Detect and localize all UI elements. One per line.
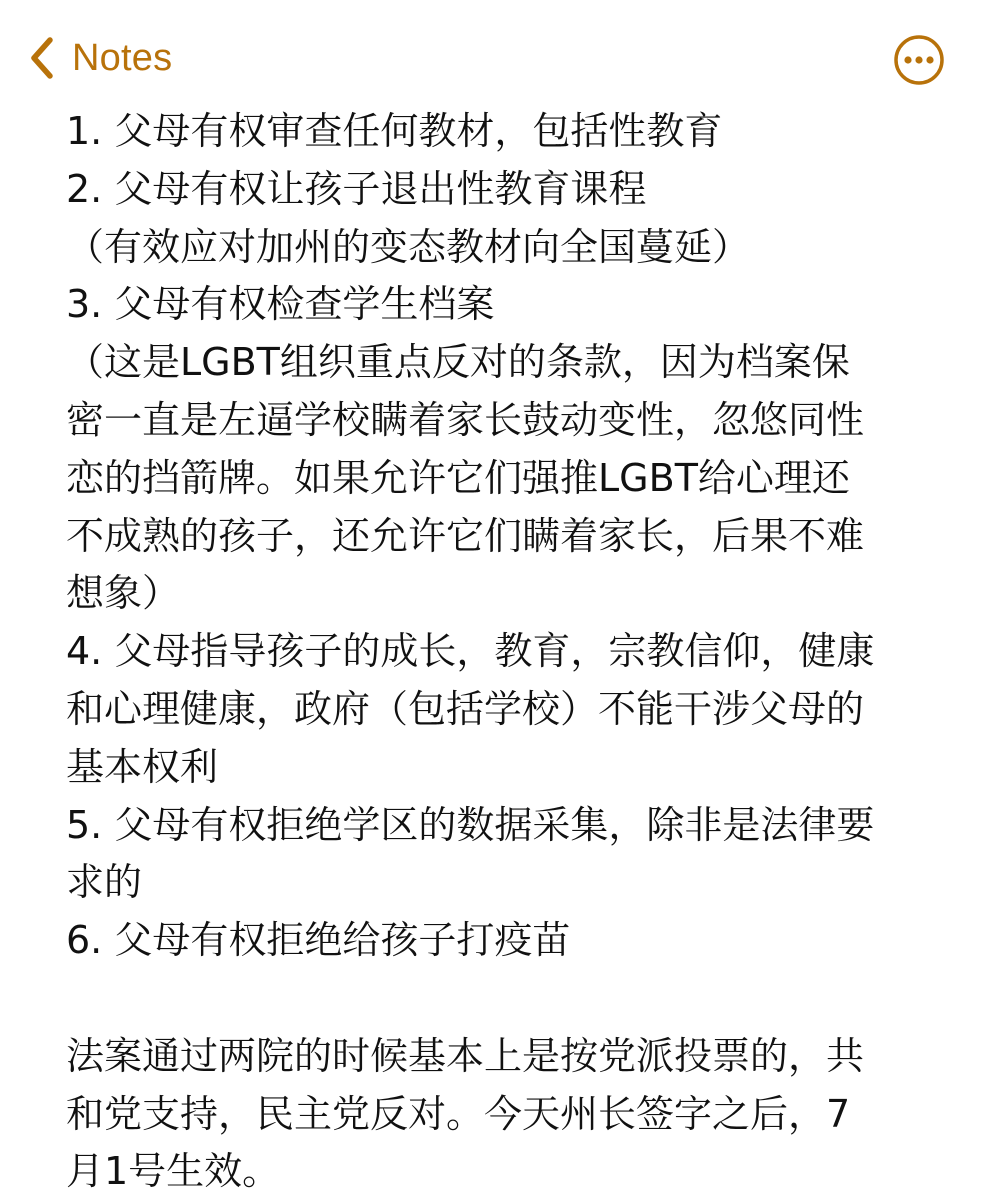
note-line: 密一直是左逼学校瞒着家长鼓动变性，忽悠同性 xyxy=(66,397,865,442)
note-line: （这是LGBT组织重点反对的条款，因为档案保 xyxy=(66,340,850,385)
note-body[interactable] xyxy=(66,103,936,1201)
note-line: 6. 父母有权拒绝给孩子打疫苗 xyxy=(66,918,571,963)
ellipsis-circle-icon xyxy=(893,34,945,86)
note-line: 2. 父母有权让孩子退出性教育课程 xyxy=(66,166,647,211)
note-line: （有效应对加州的变态教材向全国蔓延） xyxy=(66,224,751,269)
note-line: 和党支持，民主党反对。今天州长签字之后，7 xyxy=(66,1091,851,1136)
note-line: 5. 父母有权拒绝学区的数据采集，除非是法律要 xyxy=(66,802,875,847)
note-line: 4. 父母指导孩子的成长，教育，宗教信仰，健康 xyxy=(66,629,875,674)
back-button[interactable] xyxy=(26,32,172,84)
note-line: 1. 父母有权审查任何教材，包括性教育 xyxy=(66,109,723,153)
back-label: Notes xyxy=(72,37,173,79)
note-line: 恋的挡箭牌。如果允许它们强推LGBT给心理还 xyxy=(66,455,850,500)
more-options-button[interactable] xyxy=(893,34,945,86)
note-line: 求的 xyxy=(66,860,143,905)
chevron-left-icon xyxy=(26,34,58,82)
note-line: 和心理健康，政府（包括学校）不能干涉父母的 xyxy=(66,686,865,731)
note-line: 月1号生效。 xyxy=(66,1149,281,1194)
note-line: 法案通过两院的时候基本上是按党派投票的，共 xyxy=(66,1033,865,1078)
blank-line xyxy=(66,970,936,1028)
note-line: 3. 父母有权检查学生档案 xyxy=(66,282,495,327)
note-line: 想象） xyxy=(66,571,181,616)
nav-bar xyxy=(0,0,994,112)
note-line: 不成熟的孩子，还允许它们瞒着家长，后果不难 xyxy=(66,513,865,558)
note-line: 基本权利 xyxy=(66,744,219,789)
